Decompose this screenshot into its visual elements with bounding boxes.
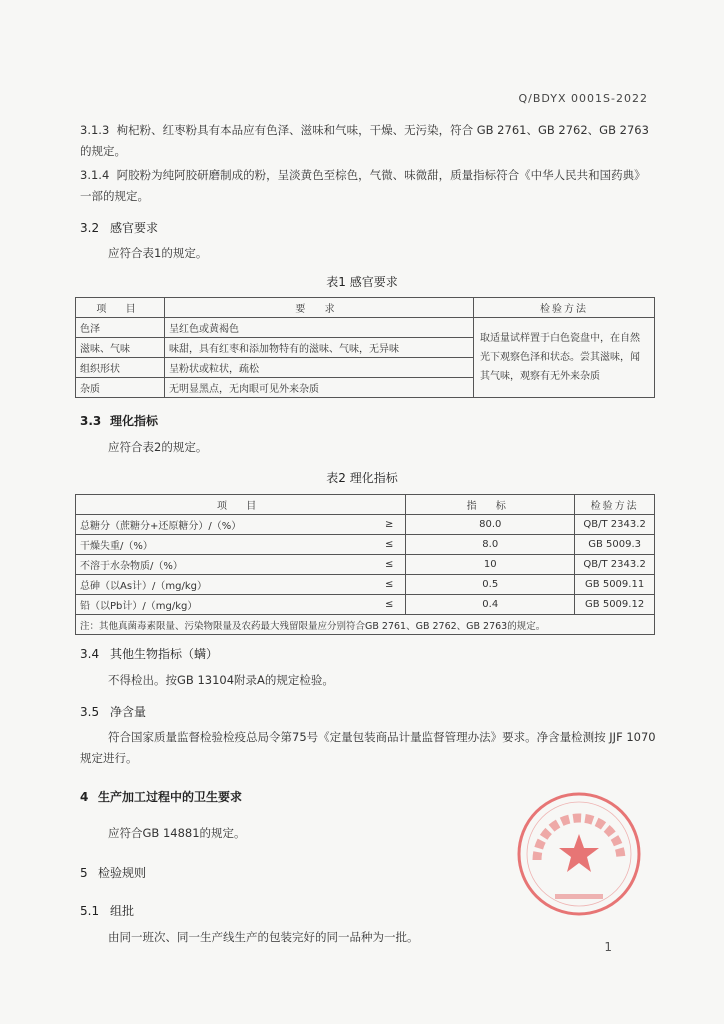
section-number: 5 <box>80 866 88 880</box>
section-heading-3-5 <box>80 703 146 720</box>
clause-3-1-4 <box>80 165 656 207</box>
section-number: 3.2 <box>80 221 100 235</box>
row-method: GB 5009.12 <box>575 595 655 615</box>
clause-number: 3.1.3 <box>80 123 110 137</box>
section-title: 生产加工过程中的卫生要求 <box>98 790 243 804</box>
clause-text: 阿胶粉为纯阿胶研磨制成的粉，呈淡黄色至棕色，气微、味微甜，质量指标符合《中华人民共和国药典》一部的规定。 <box>80 168 646 203</box>
row-value: 10 <box>406 555 575 575</box>
section-number: 3.4 <box>80 647 100 661</box>
section-3-3-text: 应符合表2的规定。 <box>108 440 208 454</box>
row-operator: ≤ <box>373 535 406 555</box>
clause-3-1-3 <box>80 120 656 162</box>
section-number: 3.5 <box>80 705 100 719</box>
row-requirement: 味甜，具有红枣和添加物特有的滋味、气味，无异味 <box>165 338 474 358</box>
row-value: 8.0 <box>406 535 575 555</box>
header-method: 检验方法 <box>474 298 655 318</box>
section-title: 组批 <box>110 904 135 918</box>
row-item: 总糖分（蔗糖分+还原糖分）/（%） <box>76 515 374 535</box>
table-row <box>76 515 655 535</box>
table-row <box>76 595 655 615</box>
section-3-5-text: 符合国家质量监督检验检疫总局令第75号《定量包装商品计量监督管理办法》要求。净含量检测按 JJF 1070规定进行。 <box>80 730 656 765</box>
row-requirement: 无明显黑点，无肉眼可见外来杂质 <box>165 378 474 398</box>
header-item: 项 目 <box>76 298 165 318</box>
table-sensory <box>75 297 655 398</box>
section-title: 净含量 <box>110 705 147 719</box>
row-method: QB/T 2343.2 <box>575 515 655 535</box>
row-item: 杂质 <box>76 378 165 398</box>
table-header-row <box>76 495 655 515</box>
row-value: 80.0 <box>406 515 575 535</box>
row-method: GB 5009.11 <box>575 575 655 595</box>
row-item: 不溶于水杂物质/（%） <box>76 555 374 575</box>
row-item: 色泽 <box>76 318 165 338</box>
table-header-row <box>76 298 655 318</box>
header-item: 项 目 <box>76 495 406 515</box>
page-number: 1 <box>604 940 612 954</box>
row-item: 干燥失重/（%） <box>76 535 374 555</box>
section-heading-4 <box>80 788 242 805</box>
row-value: 0.4 <box>406 595 575 615</box>
section-3-2-text: 应符合表1的规定。 <box>108 246 208 260</box>
table-row <box>76 535 655 555</box>
table-note: 注：其他真菌毒素限量、污染物限量及农药最大残留限量应分别符合GB 2761、GB 2762、GB 2763的规定。 <box>76 615 655 635</box>
row-operator: ≤ <box>373 555 406 575</box>
company-seal-stamp <box>515 790 643 918</box>
clause-text: 枸杞粉、红枣粉具有本品应有色泽、滋味和气味，干燥、无污染，符合 GB 2761、GB 2762、GB 2763 的规定。 <box>80 123 649 158</box>
table-row <box>76 318 655 338</box>
row-item: 总砷（以As计）/（mg/kg） <box>76 575 374 595</box>
section-number: 5.1 <box>80 904 100 918</box>
section-4-text: 应符合GB 14881的规定。 <box>108 826 246 840</box>
header-method: 检验方法 <box>575 495 655 515</box>
table1-caption: 表1 感官要求 <box>326 275 398 289</box>
section-heading-3-3 <box>80 412 158 429</box>
section-5-1-text: 由同一班次、同一生产线生产的包装完好的同一品种为一批。 <box>108 930 419 944</box>
section-heading-3-4 <box>80 645 218 662</box>
row-value: 0.5 <box>406 575 575 595</box>
row-requirement: 呈红色或黄褐色 <box>165 318 474 338</box>
clause-number: 3.1.4 <box>80 168 110 182</box>
row-method: QB/T 2343.2 <box>575 555 655 575</box>
row-item: 组织形状 <box>76 358 165 378</box>
document-id: Q/BDYX 0001S-2022 <box>518 92 648 105</box>
row-operator: ≤ <box>373 575 406 595</box>
section-title: 其他生物指标（螨） <box>110 647 219 661</box>
section-title: 感官要求 <box>110 221 159 235</box>
row-requirement: 呈粉状或粒状，疏松 <box>165 358 474 378</box>
table-physicochemical <box>75 494 655 635</box>
section-heading-3-2 <box>80 219 158 236</box>
header-value: 指 标 <box>406 495 575 515</box>
table-row <box>76 575 655 595</box>
row-operator: ≤ <box>373 595 406 615</box>
section-number: 3.3 <box>80 414 102 428</box>
section-heading-5 <box>80 864 146 881</box>
section-number: 4 <box>80 790 89 804</box>
row-operator: ≥ <box>373 515 406 535</box>
section-title: 理化指标 <box>110 414 159 428</box>
row-item: 铅（以Pb计）/（mg/kg） <box>76 595 374 615</box>
section-3-4-text: 不得检出。按GB 13104附录A的规定检验。 <box>108 673 334 687</box>
method-cell: 取适量试样置于白色瓷盘中，在自然光下观察色泽和状态。尝其滋味，闻其气味，观察有无外来杂质 <box>474 318 655 398</box>
section-title: 检验规则 <box>98 866 147 880</box>
row-method: GB 5009.3 <box>575 535 655 555</box>
table2-caption: 表2 理化指标 <box>326 471 398 485</box>
row-item: 滋味、气味 <box>76 338 165 358</box>
table-row <box>76 555 655 575</box>
header-requirement: 要 求 <box>165 298 474 318</box>
table-note-row <box>76 615 655 635</box>
section-heading-5-1 <box>80 902 134 919</box>
